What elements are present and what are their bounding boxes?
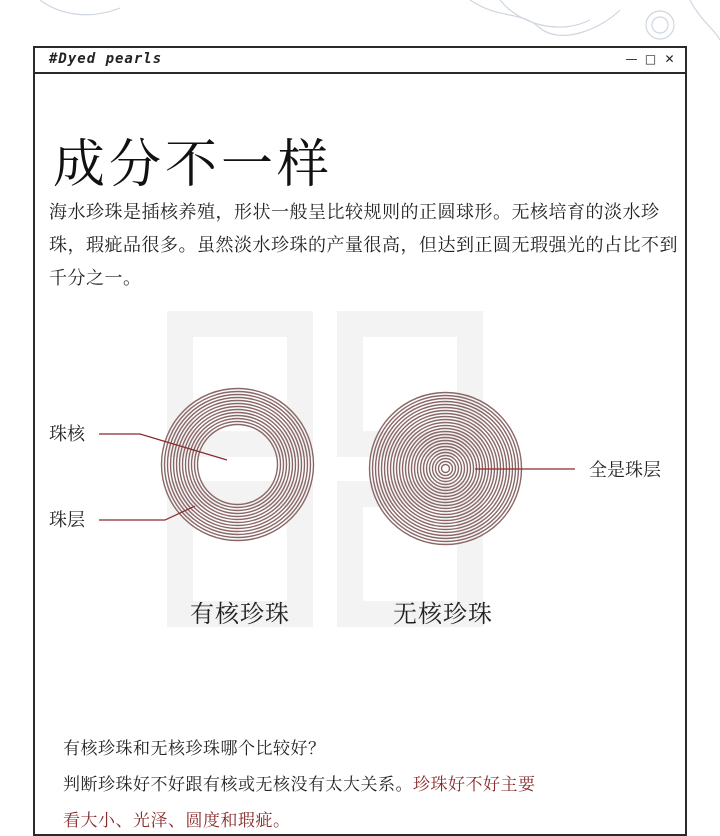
layer-leader-line [99,506,195,520]
minimize-button[interactable]: — [625,51,638,66]
title-bar [35,48,685,74]
close-button[interactable]: ✕ [664,51,675,66]
core-leader-line [99,434,227,460]
non-nucleated-caption: 无核珍珠 [393,600,493,628]
leader-lines [35,74,685,574]
all-layer-label: 全是珠层 [589,460,661,481]
answer-highlight-text-1: 珍珠好不好主要 [413,775,536,795]
app-window [33,46,687,836]
page-title: 成分不一样 [53,135,334,195]
answer-normal-text: 判断珍珠好不好跟有核或无核没有太大关系。 [63,775,413,795]
nucleated-caption: 有核珍珠 [190,600,290,628]
window-content [35,74,685,834]
layer-label: 珠层 [49,510,85,531]
question-text: 有核珍珠和无核珍珠哪个比较好？ [63,739,326,759]
answer-line-2: 看大小、光泽、圆度和瑕疵。 [63,811,291,831]
window-controls [624,50,677,67]
window-title: #Dyed pearls [49,51,163,67]
core-label: 珠核 [49,424,85,445]
intro-paragraph: 海水珍珠是插核养殖，形状一般呈比较规则的正圆球形。无核培育的淡水珍珠，瑕疵品很多。虽然淡水珍珠的产量很高，但达到正圆无瑕强光的占比不到千分之一。 [49,202,678,289]
answer-line-1 [63,770,536,795]
maximize-button[interactable]: □ [644,51,657,66]
